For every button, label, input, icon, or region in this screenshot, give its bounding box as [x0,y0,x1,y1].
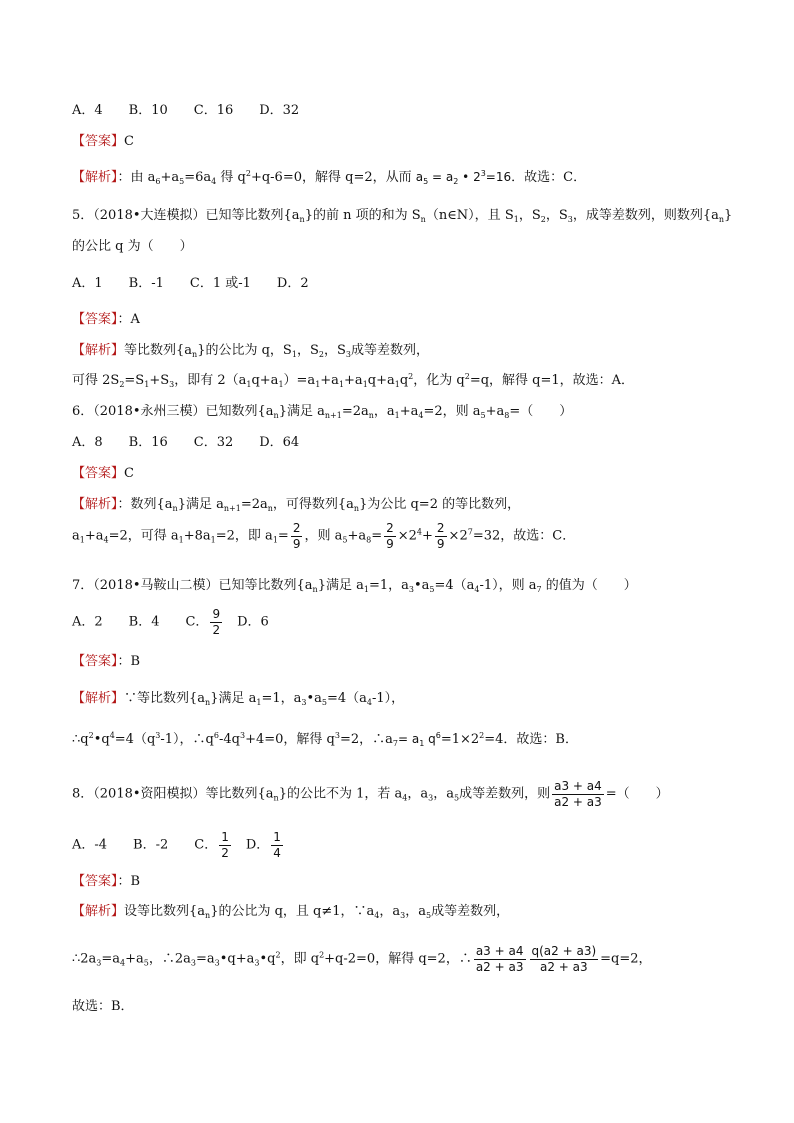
fraction-1-2: $\frac{1}{2}$ [221,830,229,860]
q4-analysis: 【解析】：由 $a_6+a_5=6a_4$ 得 $q^2+q-6=0$，解得 q=2，从而 $a_5 = a_2$ • $2^3=16$．故选：C． [72,169,587,186]
q5-stem-line2: 的公比 q 为（ ） [72,239,193,254]
q8-stem: 8．（2018•资阳模拟）等比数列$\{a_n\}$的公比不为 1，若 $a_4$，$a_3$，$a_5$成等差数列，则 $\frac{a3 + a4}{a2 + a3}$ =（ ） [72,779,669,809]
fraction-2-9: $\frac{2}{9}$ [292,521,301,551]
fraction-right: $\frac{q(a2 + a3)}{a2 + a3}$ [531,944,597,974]
q8-options: A．-4 B．-2 C． $\frac{1}{2}$ D． $\frac{1}{4}$ [72,830,281,860]
q8-analysis: 【解析】设等比数列$\{a_n\}$的公比为 q，且 q≠1，$\because a_4$，$a_3$，$a_5$成等差数列， [72,904,510,920]
fraction-9-2: $\frac{9}{2}$ [212,607,221,637]
q7-answer: 【答案】：B [72,654,141,669]
q4-options: A．4 B．10 C．16 D．32 [72,103,300,118]
q8-conclusion: 故选：B． [72,999,134,1014]
q8-answer: 【答案】：B [72,874,141,889]
q7-options: A．2 B．4 C． $\frac{9}{2}$ D．6 [72,607,269,637]
q5-options: A．1 B．-1 C．1 或-1 D．2 [72,276,309,291]
q5-stem: 5．（2018•大连模拟）已知等比数列$\{a_n\}$的前 n 项的和为 $S_n(n\in N)$，且 $S_1$，$S_2$，$S_3$，成等差数列，则数列$\{a_n\}$ [72,208,733,224]
fraction-left: $\frac{a3 + a4}{a2 + a3}$ [475,944,524,974]
fraction-question: $\frac{a3 + a4}{a2 + a3}$ [554,779,602,809]
fraction-2-9-b: $\frac{2}{9}$ [386,521,394,551]
q8-analysis-line2: $\therefore 2a_3=a_4+a_5$，$\therefore 2a_3=a_3•q+a_3•q^2$，即 $q^2+q-2=0$，解得 q=2，∴ $\frac{a3 + a4}{a2 + a3}$ $\frac{q(a2 + a3)}{a2 + a3}$ =q=2， [72,944,652,974]
q5-analysis: 【解析】等比数列$\{a_n\}$的公比为 q，$S_1$，$S_2$，$S_3$成等差数列， [72,343,429,359]
q5-answer: 【答案】：A [72,312,140,327]
q6-analysis: 【解析】：数列$\{a_n\}$满足 $a_{n+1}=2a_n$，可得数列$\{a_n\}$为公比 q=2 的等比数列， [72,497,521,513]
q4-answer: 【答案】C [72,134,134,149]
fraction-2-9-c: $\frac{2}{9}$ [436,521,445,551]
q6-answer: 【答案】C [72,466,134,481]
fraction-1-4: $\frac{1}{4}$ [273,830,281,860]
q7-analysis-line2: $\therefore q^2•q^4=4(q^3-1)$，$\therefore q^6-4q^3+4=0$，解得 $q^3=2$，$\therefore a_7= a_1$ $q^6=1\times 2^2=4$．故选：B． [72,731,578,748]
q6-options: A．8 B．16 C．32 D．64 [72,435,300,450]
q6-stem: 6．（2018•永州三模）已知数列$\{a_n\}$满足 $a_{n+1}=2a_n$，$a_1+a_4=2$，则 $a_5+a_8=$（ ） [72,404,573,420]
q5-analysis-line2: 可得 $2S_2=S_1+S_3$，即有 $2(a_1q+a_1)=a_1+a_1+a_1q+a_1q^2$，化为 $q^2=q$，解得 q=1，故选：A． [72,372,635,389]
q7-analysis: 【解析】∵等比数列$\{a_n\}$满足 $a_1=1$，$a_3•a_5=4(a_4-1)$， [72,691,405,707]
q7-stem: 7．（2018•马鞍山二模）已知等比数列$\{a_n\}$满足 $a_1=1$，$a_3•a_5=4(a_4-1)$，则 $a_7$ 的值为（ ） [72,578,637,594]
q6-analysis-line2: $a_1+a_4=2$，可得 $a_1+8a_1=2$，即 $a_1=$ $\frac{2}{9}$ ，则 $a_5+a_8=$ $\frac{2}{9}$ $\times 2^4+$ $\frac{2}{9}$ $\times 2^7=32$，故选：C． [72,521,576,551]
